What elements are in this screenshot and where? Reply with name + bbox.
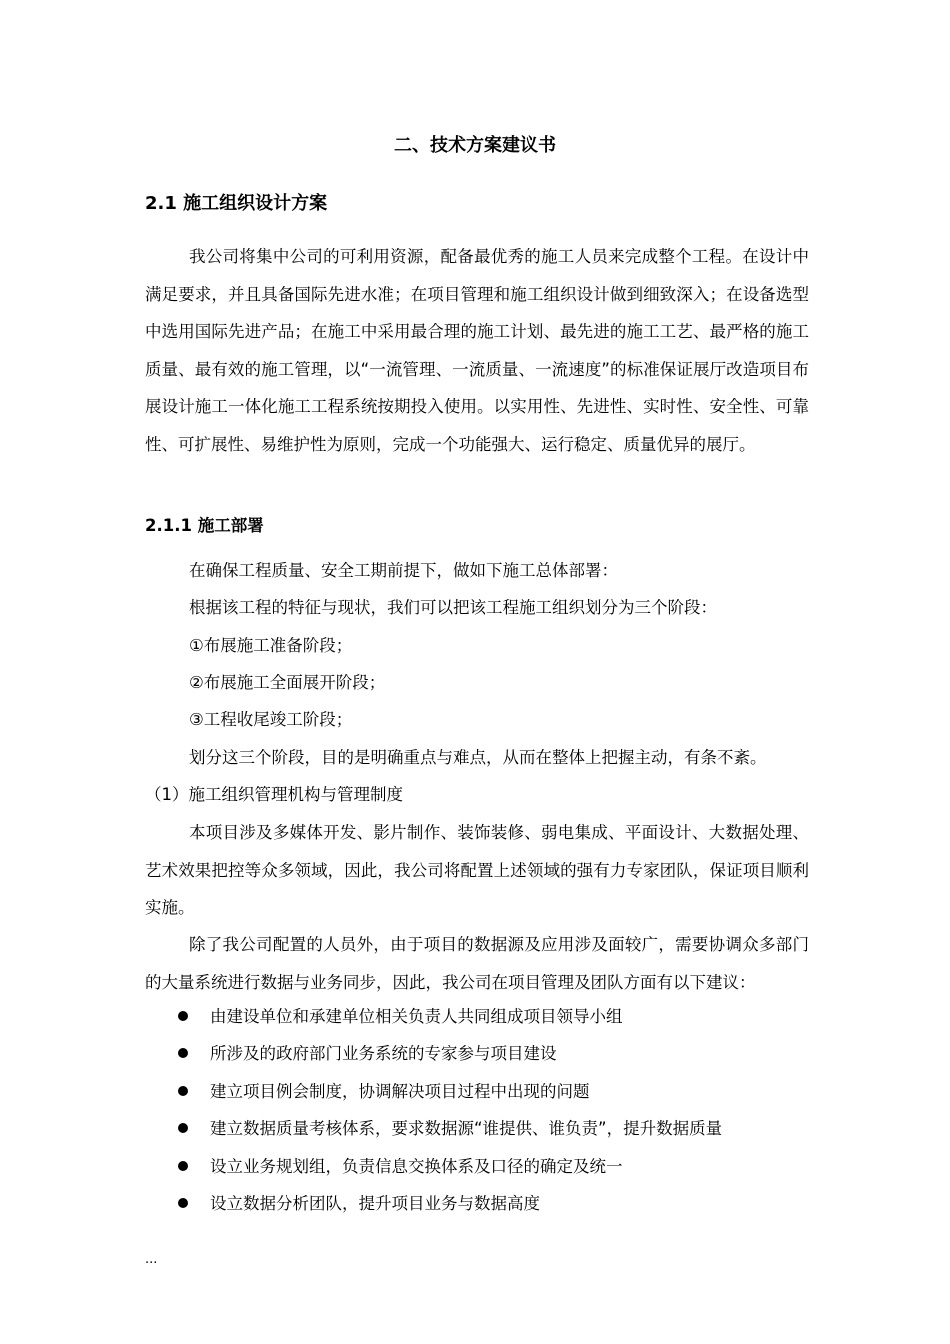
deployment-line: 在确保工程质量、安全工期前提下，做如下施工总体部署：	[189, 561, 618, 580]
bullet-icon	[178, 1123, 188, 1133]
body-paragraph: 除了我公司配置的人员外，由于项目的数据源及应用涉及面较广，需要协调众多部门的大量系统进行数据与业务同步，因此，我公司在项目管理及团队方面有以下建议：	[145, 935, 809, 992]
list-item-text: 建立数据质量考核体系，要求数据源“谁提供、谁负责”，提升数据质量	[210, 1119, 723, 1138]
bullet-icon	[178, 1198, 188, 1208]
page-footer: ...	[145, 1252, 158, 1267]
list-item-text: 由建设单位和承建单位相关负责人共同组成项目领导小组	[210, 1007, 623, 1026]
stage-item: ③工程收尾竣工阶段；	[189, 710, 353, 729]
list-item	[178, 1041, 557, 1067]
item-heading: （1）施工组织管理机构与管理制度	[145, 785, 403, 804]
list-item	[178, 1154, 623, 1180]
subsection-heading: 2.1.1 施工部署	[145, 516, 264, 535]
deployment-line: 划分这三个阶段，目的是明确重点与难点，从而在整体上把握主动，有条不紊。	[189, 748, 767, 767]
page-title: 二、技术方案建议书	[394, 135, 556, 156]
bullet-icon	[178, 1011, 188, 1021]
stage-item: ①布展施工准备阶段；	[189, 636, 353, 655]
bullet-icon	[178, 1048, 188, 1058]
list-item	[178, 1116, 722, 1142]
stage-item: ②布展施工全面展开阶段；	[189, 673, 386, 692]
list-item-text: 设立数据分析团队，提升项目业务与数据高度	[210, 1194, 540, 1213]
deployment-line: 根据该工程的特征与现状，我们可以把该工程施工组织划分为三个阶段：	[189, 598, 717, 617]
list-item-text: 建立项目例会制度，协调解决项目过程中出现的问题	[210, 1082, 590, 1101]
list-item	[178, 1079, 590, 1105]
list-item-text: 设立业务规划组，负责信息交换体系及口径的确定及统一	[210, 1157, 623, 1176]
intro-paragraph: 我公司将集中公司的可利用资源，配备最优秀的施工人员来完成整个工程。在设计中满足要求，并且具备国际先进水准；在项目管理和施工组织设计做到细致深入；在设备选型中选用国际先进产品；在施工中采用最合理的施工计划、最先进的施工工艺、最严格的施工质量、最有效的施工管理，以“一流管理、一流质量、一流速度”的标准保证展厅改造项目布展设计施工一体化施工工程系统按期投入使用。以实用性、先进性、实时性、安全性、可靠性、可扩展性、易维护性为原则，完成一个功能强大、运行稳定、质量优异的展厅。	[145, 247, 809, 454]
body-paragraph: 本项目涉及多媒体开发、影片制作、装饰装修、弱电集成、平面设计、大数据处理、艺术效果把控等众多领域，因此，我公司将配置上述领域的强有力专家团队，保证项目顺利实施。	[145, 823, 809, 917]
list-item	[178, 1191, 540, 1217]
bullet-icon	[178, 1086, 188, 1096]
list-item-text: 所涉及的政府部门业务系统的专家参与项目建设	[210, 1044, 557, 1063]
list-item	[178, 1004, 623, 1030]
bullet-icon	[178, 1161, 188, 1171]
section-heading: 2.1 施工组织设计方案	[145, 193, 328, 214]
